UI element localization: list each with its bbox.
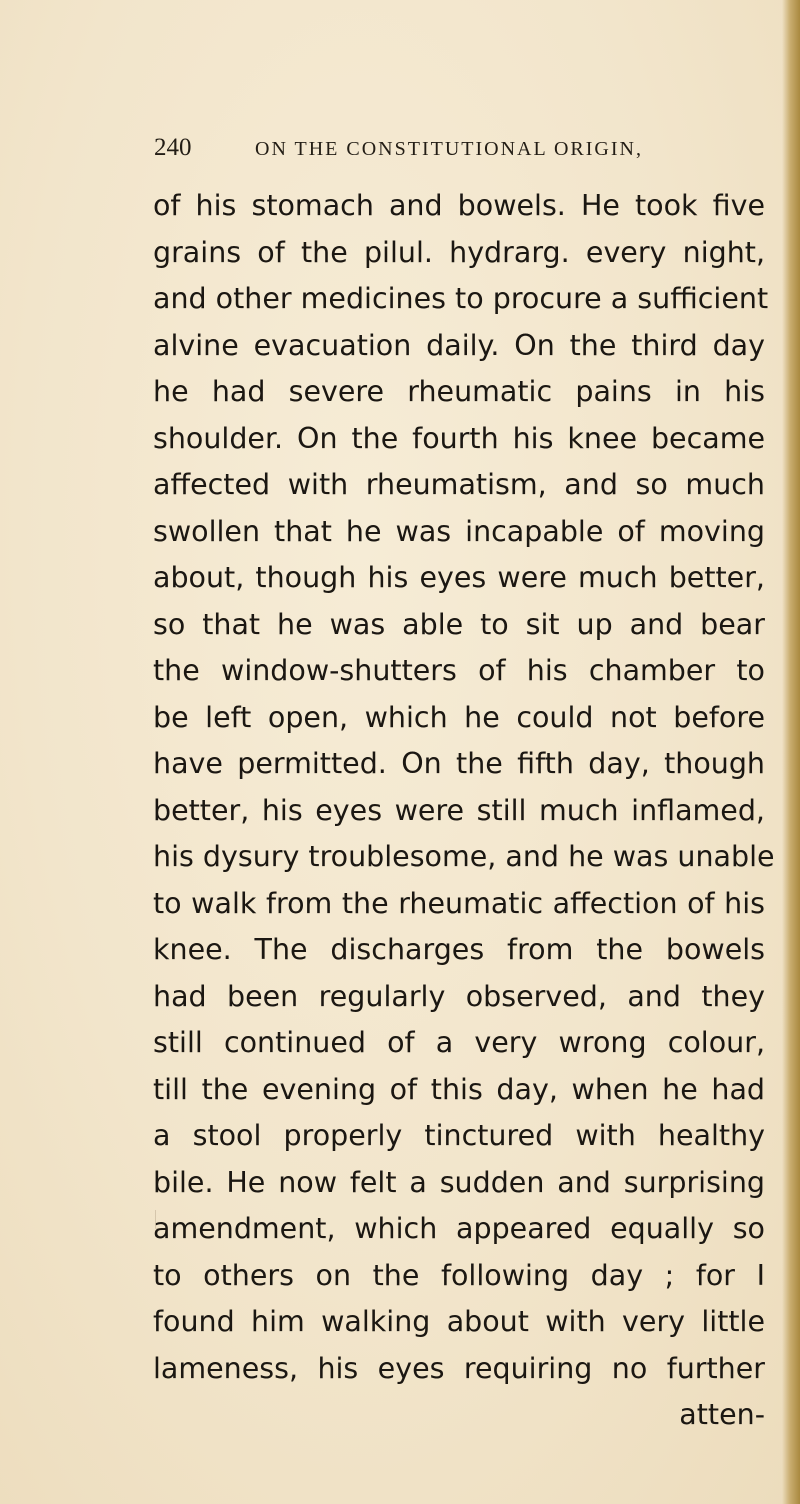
catchword: atten-: [679, 1398, 765, 1431]
page-edge-shadow: [782, 0, 800, 1504]
text-line: his dysury troublesome, and he was unable: [153, 840, 775, 873]
text-line: alvine evacuation daily. On the third day: [153, 328, 765, 362]
text-line: he had severe rheumatic pains in his: [153, 375, 765, 408]
page-number: 240: [154, 134, 192, 161]
text-line: so that he was able to sit up and bear: [153, 607, 765, 641]
text-line: the window-shutters of his chamber to: [153, 654, 765, 687]
text-line: of his stomach and bowels. He took five: [153, 189, 765, 222]
text-line: to others on the following day ; for I: [153, 1258, 765, 1292]
text-line: shoulder. On the fourth his knee became: [153, 421, 765, 455]
text-line: bile. He now felt a sudden and surprising: [153, 1165, 765, 1199]
text-line: knee. The discharges from the bowels: [153, 933, 765, 966]
text-line: found him walking about with very little: [153, 1305, 765, 1338]
body-text: [153, 183, 775, 1439]
text-line: had been regularly observed, and they: [153, 979, 765, 1013]
text-line: swollen that he was incapable of moving: [153, 514, 765, 548]
text-line: have permitted. On the fifth day, though: [153, 747, 765, 780]
running-head: ON THE CONSTITUTIONAL ORIGIN,: [255, 138, 643, 160]
page-header: [154, 134, 714, 174]
text-line: better, his eyes were still much inflamed,: [153, 793, 765, 827]
paper-blemish: [155, 1210, 166, 1229]
text-line: grains of the pilul. hydrarg. every night,: [153, 235, 765, 269]
text-line: lameness, his eyes requiring no further: [153, 1351, 765, 1385]
text-line: be left open, which he could not before: [153, 700, 765, 734]
text-line: and other medicines to procure a sufficient: [153, 282, 769, 315]
text-line: a stool properly tinctured with healthy: [153, 1119, 765, 1152]
text-line: to walk from the rheumatic affection of his: [153, 886, 765, 920]
text-line: amendment, which appeared equally so: [153, 1212, 765, 1245]
text-line: till the evening of this day, when he had: [153, 1072, 765, 1106]
text-line: affected with rheumatism, and so much: [153, 468, 765, 501]
text-line: still continued of a very wrong colour,: [153, 1026, 765, 1059]
text-line: about, though his eyes were much better,: [153, 561, 765, 594]
